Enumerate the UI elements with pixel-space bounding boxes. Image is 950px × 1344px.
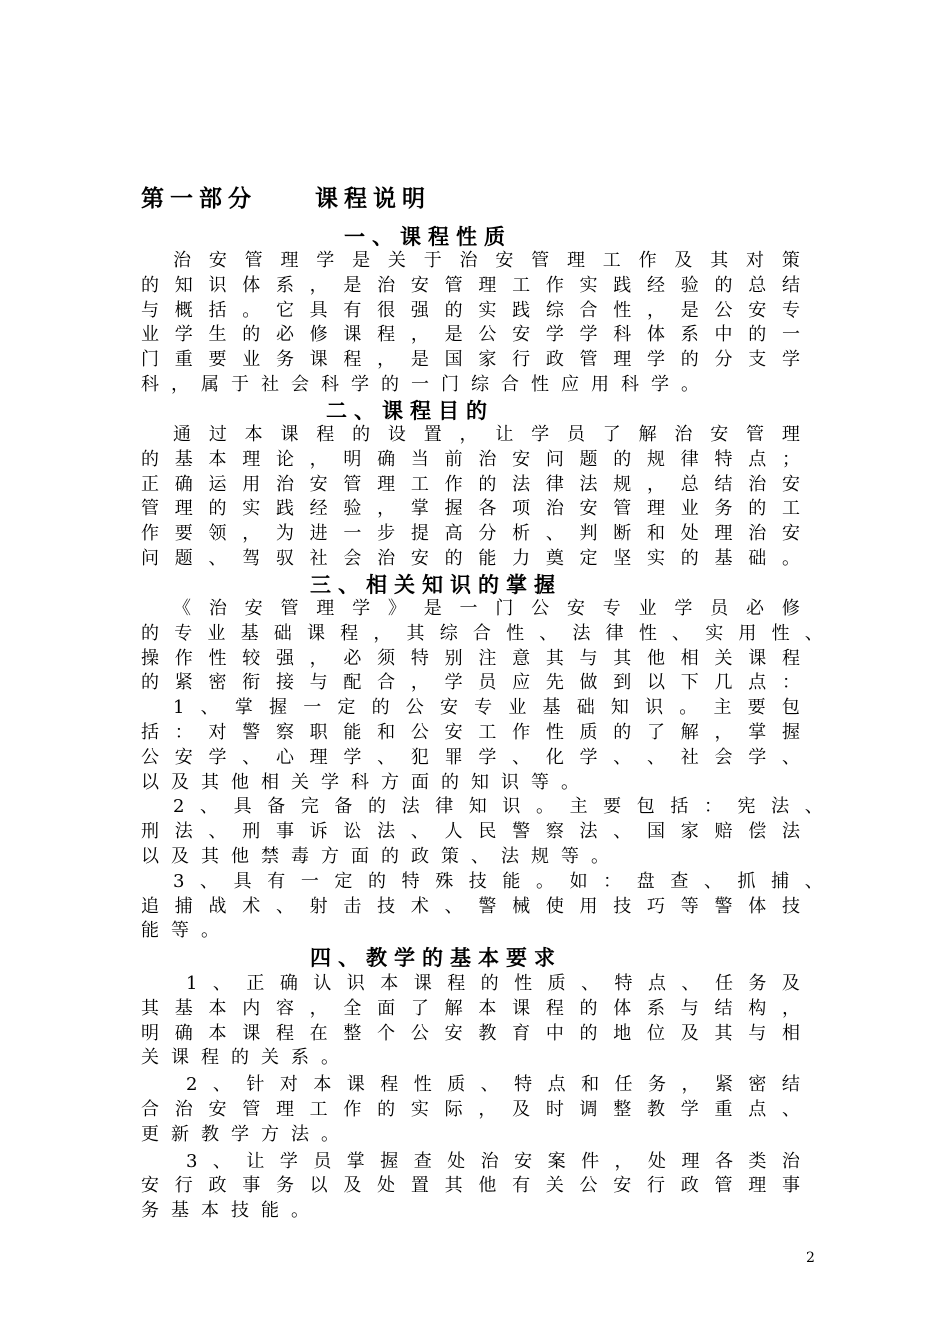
section-title: 二、课程目的 <box>326 398 494 423</box>
paragraph-line: 操 作 性 较 强 ， 必 须 特 别 注 意 其 与 其 他 相 关 课 程 <box>141 648 800 669</box>
paragraph-line: 以 及 其 他 禁 毒 方 面 的 政 策 、 法 规 等 。 <box>141 846 609 867</box>
paragraph-line: 作 要 领 ， 为 进 一 步 提 高 分 析 、 判 断 和 处 理 治 安 <box>141 523 800 544</box>
paragraph-line: 2 、 针 对 本 课 程 性 质 、 特 点 和 任 务 ， 紧 密 结 <box>186 1074 800 1095</box>
paragraph-line: 能 等 。 <box>141 920 219 941</box>
section-title: 一、课程性质 <box>344 224 512 249</box>
paragraph-line: 的 基 本 理 论 ， 明 确 当 前 治 安 问 题 的 规 律 特 点 ； <box>141 449 800 470</box>
paragraph-line: 正 确 运 用 治 安 管 理 工 作 的 法 律 法 规 ， 总 结 治 安 <box>141 474 800 495</box>
paragraph-line: 明 确 本 课 程 在 整 个 公 安 教 育 中 的 地 位 及 其 与 相 <box>141 1023 800 1044</box>
paragraph-line: 管 理 的 实 践 经 验 ， 掌 握 各 项 治 安 管 理 业 务 的 工 <box>141 498 800 519</box>
paragraph-line: 3 、 让 学 员 掌 握 查 处 治 安 案 件 ， 处 理 各 类 治 <box>186 1151 800 1172</box>
paragraph-line: 公 安 学 、 心 理 学 、 犯 罪 学 、 化 学 、 、 社 会 学 、 <box>141 747 800 768</box>
paragraph-line: 刑 法 、 刑 事 诉 讼 法 、 人 民 警 察 法 、 国 家 赔 偿 法 <box>141 821 800 842</box>
paragraph-line: 括 ： 对 警 察 职 能 和 公 安 工 作 性 质 的 了 解 ， 掌 握 <box>141 722 800 743</box>
paragraph-line: 以 及 其 他 相 关 学 科 方 面 的 知 识 等 。 <box>141 772 579 793</box>
part-title: 第一部分 课程说明 <box>141 185 431 212</box>
paragraph-line: 其 基 本 内 容 ， 全 面 了 解 本 课 程 的 体 系 与 结 构 ， <box>141 998 800 1019</box>
paragraph-line: 业 学 生 的 必 修 课 程 ， 是 公 安 学 学 科 体 系 中 的 一 <box>141 324 800 345</box>
paragraph-line: 追 捕 战 术 、 射 击 技 术 、 警 械 使 用 技 巧 等 警 体 技 <box>141 896 800 917</box>
paragraph-line: 合 治 安 管 理 工 作 的 实 际 ， 及 时 调 整 教 学 重 点 、 <box>141 1099 800 1120</box>
page-number: 2 <box>806 1250 815 1266</box>
section-title: 三、相关知识的掌握 <box>310 572 562 597</box>
paragraph-line: 务 基 本 技 能 。 <box>141 1200 309 1221</box>
paragraph-line: 通 过 本 课 程 的 设 置 ， 让 学 员 了 解 治 安 管 理 <box>173 424 800 445</box>
section-title: 四、教学的基本要求 <box>310 945 562 970</box>
paragraph-line: 2 、 具 备 完 备 的 法 律 知 识 。 主 要 包 括 ： 宪 法 、 <box>173 796 823 817</box>
paragraph-line: 的 紧 密 衔 接 与 配 合 ， 学 员 应 先 做 到 以 下 几 点 ： <box>141 672 800 693</box>
paragraph-line: 与 概 括 。 它 具 有 很 强 的 实 践 综 合 性 ， 是 公 安 专 <box>141 300 800 321</box>
paragraph-line: 治 安 管 理 学 是 关 于 治 安 管 理 工 作 及 其 对 策 <box>173 250 800 271</box>
paragraph-line: 问 题 、 驾 驭 社 会 治 安 的 能 力 奠 定 坚 实 的 基 础 。 <box>141 548 800 569</box>
paragraph-line: 1 、 正 确 认 识 本 课 程 的 性 质 、 特 点 、 任 务 及 <box>186 973 800 994</box>
paragraph-line: 的 专 业 基 础 课 程 ， 其 综 合 性 、 法 律 性 、 实 用 性 、 <box>141 623 823 644</box>
paragraph-line: 3 、 具 有 一 定 的 特 殊 技 能 。 如 ： 盘 查 、 抓 捕 、 <box>173 871 823 892</box>
paragraph-line: 1 、 掌 握 一 定 的 公 安 专 业 基 础 知 识 。 主 要 包 <box>173 697 800 718</box>
paragraph-line: 安 行 政 事 务 以 及 处 置 其 他 有 关 公 安 行 政 管 理 事 <box>141 1175 800 1196</box>
paragraph-line: 《 治 安 管 理 学 》 是 一 门 公 安 专 业 学 员 必 修 <box>173 598 800 619</box>
paragraph-line: 的 知 识 体 系 ， 是 治 安 管 理 工 作 实 践 经 验 的 总 结 <box>141 275 800 296</box>
paragraph-line: 更 新 教 学 方 法 。 <box>141 1124 339 1145</box>
paragraph-line: 科 ， 属 于 社 会 科 学 的 一 门 综 合 性 应 用 科 学 。 <box>141 374 699 395</box>
paragraph-line: 门 重 要 业 务 课 程 ， 是 国 家 行 政 管 理 学 的 分 支 学 <box>141 349 800 370</box>
paragraph-line: 关 课 程 的 关 系 。 <box>141 1047 339 1068</box>
